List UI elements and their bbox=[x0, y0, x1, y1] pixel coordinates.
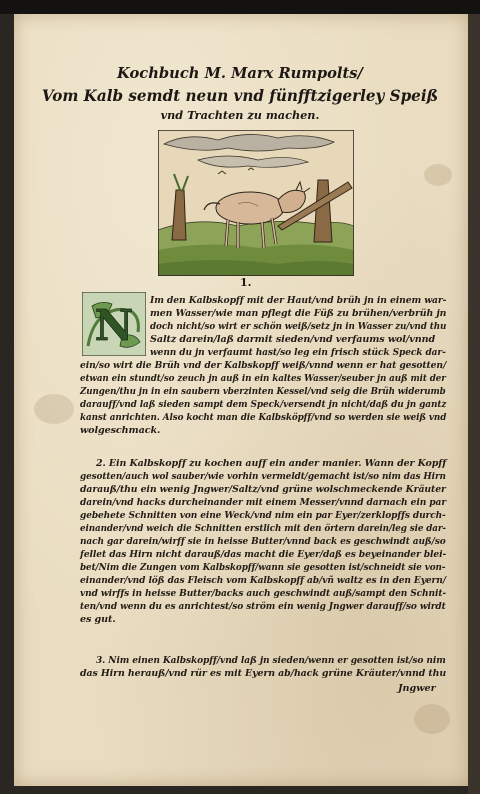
paper-stain bbox=[34, 394, 74, 424]
text-line: 3. Nim einen Kalbskopff/vnd laß jn sieden/wenn er gesotten ist/so nim bbox=[96, 655, 446, 666]
text-line: es gut. bbox=[80, 614, 116, 625]
text-line: darauff/vnd laß sieden sampt dem Speck/versendt jn nicht/daß du jn gantz bbox=[80, 399, 447, 410]
text-line: etwan ein stundt/so zeuch jn auß in ein kaltes Wasser/seuber jn auß mit der bbox=[80, 373, 446, 384]
paper-stain bbox=[424, 164, 452, 186]
text-line: doch nicht/so wirt er schön weiß/setz jn in Wasser zu/vnd thu bbox=[150, 321, 447, 332]
text-line: darauß/thu ein wenig Jngwer/Saltz/vnd grüne wolschmeckende Kräuter bbox=[80, 484, 446, 495]
text-line: ein/so wirt die Brüh vnd der Kalbskopff weiß/vnnd wenn er hat gesotten/ bbox=[80, 360, 447, 371]
decorated-initial-n bbox=[82, 292, 146, 356]
text-line: nach gar darein/wirff sie in heisse Butter/vnnd back es geschwindt auß/so bbox=[80, 536, 446, 547]
text-line: einander/vnd weich die Schnitten erstlich mit den örtern darein/leg sie dar- bbox=[80, 523, 446, 534]
right-frame-edge bbox=[468, 14, 480, 794]
top-frame-edge bbox=[0, 0, 480, 14]
header-line-2: Vom Kalb semdt neun vnd fünfftzigerley Speiß bbox=[41, 86, 439, 105]
header-line-3: vnd Trachten zu machen. bbox=[160, 108, 320, 122]
text-line: 2. Ein Kalbskopff zu kochen auff ein ander manier. Wann der Kopff bbox=[96, 458, 447, 469]
text-line: kanst anrichten. Also kocht man die Kalbsköpff/vnd so werden sie weiß vnd bbox=[80, 412, 447, 423]
text-line: darein/vnd hacks durcheinander mit einem Messer/vnnd darnach ein par bbox=[80, 497, 447, 508]
header-line-1: Kochbuch M. Marx Rumpolts/ bbox=[117, 64, 363, 82]
catchword: Jngwer bbox=[398, 683, 436, 694]
paper-stain bbox=[414, 704, 450, 734]
text-line: das Hirn herauß/vnd rür es mit Eyern ab/hack grüne Kräuter/vnnd thu bbox=[80, 668, 447, 679]
text-line: men Wasser/wie man pflegt die Füß zu brühen/verbrüh jn bbox=[150, 308, 447, 319]
text-line: Im den Kalbskopff mit der Haut/vnd brüh jn in einem war- bbox=[150, 295, 447, 306]
text-line: wolgeschmack. bbox=[80, 425, 161, 436]
svg-text:N: N bbox=[94, 301, 134, 350]
text-line: Zungen/thu jn in ein saubern vberzinten Kessel/vnd seig die Brüh widerumb bbox=[80, 386, 446, 397]
text-line: Saltz darein/laß darmit sieden/vnd verfaums wol/vnnd bbox=[150, 334, 436, 345]
calf-woodcut-illustration bbox=[158, 130, 354, 276]
text-line: vnd wirffs in heisse Butter/backs auch geschwindt auß/sampt den Schnit- bbox=[80, 588, 447, 599]
text-line: einander/vnd löß das Fleisch vom Kalbskopff ab/vñ waltz es in den Eyern/ bbox=[80, 575, 446, 586]
text-line: wenn du jn verfaumt hast/so leg ein frisch stück Speck dar- bbox=[150, 347, 446, 358]
text-line: gesotten/auch wol sauber/wie vorhin vermeldt/gemacht ist/so nim das Hirn bbox=[80, 471, 446, 482]
text-line: fellet das Hirn nicht darauß/das macht die Eyer/daß es beyeinander blei- bbox=[80, 549, 447, 560]
text-line: bet/Nim die Zungen vom Kalbskopff/wann sie gesotten ist/schneidt sie von- bbox=[80, 562, 446, 573]
figure-number: 1. bbox=[240, 276, 252, 289]
text-line: gebehete Schnitten von eine Weck/vnd nim ein par Eyer/zerklopffs durch- bbox=[80, 510, 446, 521]
text-line: ten/vnd wenn du es anrichtest/so ström ein wenig Jngwer darauff/so wirdt bbox=[80, 601, 446, 612]
